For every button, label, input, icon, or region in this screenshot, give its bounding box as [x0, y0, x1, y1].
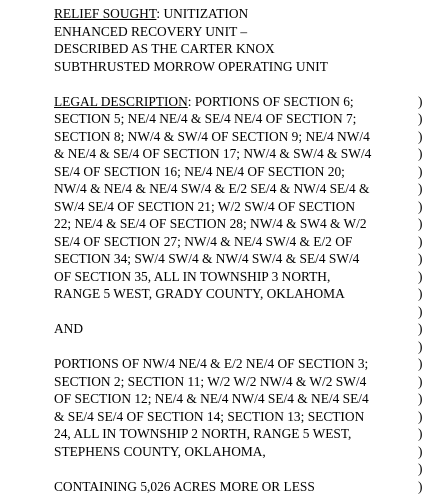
paren: ): [418, 251, 423, 266]
and-line: [54, 320, 428, 338]
legal-line-8: 22; NE/4 & SE/4 OF SECTION 28; NW/4 & SW4 & W/2 ): [54, 216, 423, 231]
paren: ): [418, 426, 423, 441]
paren: ): [418, 198, 423, 214]
legal-line-12: RANGE 5 WEST, GRADY COUNTY, OKLAHOMA ): [54, 286, 423, 301]
blank-line: [54, 338, 428, 356]
legal2-line-6: STEPHENS COUNTY, OKLAHOMA, ): [54, 443, 423, 459]
relief-line-1: [54, 5, 428, 23]
paren: ): [418, 286, 423, 301]
relief-line-4: SUBTHRUSTED MORROW OPERATING UNIT: [54, 58, 328, 74]
relief-line-3: DESCRIBED AS THE CARTER KNOX: [54, 41, 275, 56]
paren: ): [418, 391, 423, 406]
legal-line-3: SECTION 8; NW/4 & SW/4 OF SECTION 9; NE/4 NW/4 ): [54, 128, 423, 144]
paren: ): [418, 303, 423, 319]
paren: ): [418, 128, 423, 144]
paren: ): [418, 356, 423, 371]
paren: ): [418, 146, 423, 161]
paren: ): [418, 443, 423, 459]
paren: ): [418, 233, 423, 249]
paren: ): [418, 163, 423, 179]
paren: ): [418, 338, 423, 354]
legal-line-9: SE/4 OF SECTION 27; NW/4 & NE/4 SW/4 & E/2 OF ): [54, 233, 423, 249]
legal-line-4: & NE/4 & SE/4 OF SECTION 17; NW/4 & SW/4 & SW/4 ): [54, 146, 423, 161]
paren: ): [418, 181, 423, 196]
blank-line: [54, 75, 428, 93]
legal-label: LEGAL DESCRIPTION: [54, 93, 188, 109]
and-word: AND: [54, 321, 84, 336]
legal2-line-4: & SE/4 SE/4 OF SECTION 14; SECTION 13; SECTION ): [54, 408, 423, 424]
legal-line-11: OF SECTION 35, ALL IN TOWNSHIP 3 NORTH, ): [54, 268, 423, 284]
document-body: [54, 5, 428, 495]
legal2-line-2: SECTION 2; SECTION 11; W/2 W/2 NW/4 & W/2 SW/4 ): [54, 373, 423, 389]
legal2-line-1: PORTIONS OF NW/4 NE/4 & E/2 NE/4 OF SECTION 3; ): [54, 356, 423, 371]
paren: ): [418, 216, 423, 231]
legal2-line-3: OF SECTION 12; NE/4 & NE/4 NW/4 SE/4 & NE/4 SE/4 ): [54, 391, 423, 406]
paren: ): [418, 93, 423, 109]
legal-line-7: SW/4 SE/4 OF SECTION 21; W/2 SW/4 OF SECTION ): [54, 198, 423, 214]
legal2-line-5: 24, ALL IN TOWNSHIP 2 NORTH, RANGE 5 WEST, ): [54, 426, 423, 441]
blank-line: [54, 460, 428, 478]
legal-text: : PORTIONS OF SECTION 6;: [187, 93, 354, 109]
containing-text: CONTAINING 5,026 ACRES MORE OR LESS: [54, 478, 315, 494]
relief-label: RELIEF SOUGHT: [54, 6, 157, 21]
relief-line-2: ENHANCED RECOVERY UNIT –: [54, 23, 248, 39]
legal-line-6: NW/4 & NE/4 & NE/4 SW/4 & E/2 SE/4 & NW/4 SE/4 & ): [54, 181, 423, 196]
paren: ): [418, 461, 423, 476]
paren: ): [418, 478, 423, 494]
legal-line-5: SE/4 OF SECTION 16; NE/4 NE/4 OF SECTION 20; ): [54, 163, 423, 179]
containing-line: [54, 478, 428, 496]
blank-line: [54, 303, 428, 321]
legal-line-10: SECTION 34; SW/4 SW/4 & NW/4 SW/4 & SE/4 SW/4 ): [54, 251, 423, 266]
legal-line-2: SECTION 5; NE/4 NE/4 & SE/4 NE/4 OF SECTION 7; ): [54, 111, 423, 126]
relief-text: : UNITIZATION: [156, 6, 249, 21]
paren: ): [418, 111, 423, 126]
legal-line-1: [54, 93, 428, 111]
paren: ): [418, 321, 423, 336]
paren: ): [418, 268, 423, 284]
paren: ): [418, 373, 423, 389]
paren: ): [418, 408, 423, 424]
